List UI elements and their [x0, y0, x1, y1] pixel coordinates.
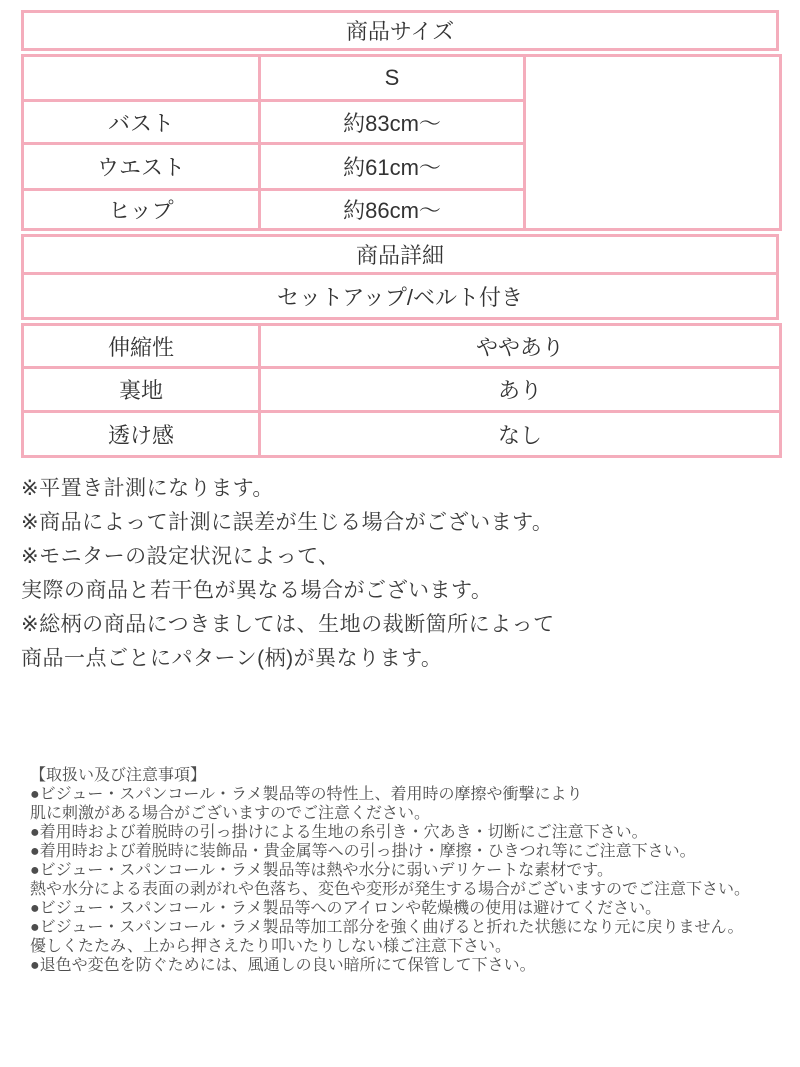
size-table-title: 商品サイズ: [23, 12, 778, 50]
care-line: ●着用時および着脱時に装飾品・貴金属等への引っ掛け・摩擦・ひきつれ等にご注意下さい。: [30, 843, 696, 860]
stretch-label: 伸縮性: [23, 325, 260, 368]
note-line: 商品一点ごとにパターン(柄)が異なります。: [21, 647, 443, 670]
stretch-value: ややあり: [260, 325, 781, 368]
sheerness-label: 透け感: [23, 412, 260, 457]
care-heading: 【取扱い及び注意事項】: [30, 767, 207, 784]
note-line: 実際の商品と若干色が異なる場合がございます。: [21, 579, 493, 602]
care-line: 肌に刺激がある場合がございますのでご注意ください。: [30, 805, 431, 822]
sheerness-value: なし: [260, 412, 781, 457]
detail-title-table: [21, 234, 779, 320]
disclaimer-notes: [21, 472, 779, 676]
size-spec-table: [21, 54, 782, 231]
bust-label: バスト: [23, 101, 260, 144]
care-line: ●ビジュー・スパンコール・ラメ製品等加工部分を強く曲げると折れた状態になり元に戻りません。: [30, 919, 744, 936]
care-line: ●退色や変色を防ぐためには、風通しの良い暗所にて保管して下さい。: [30, 957, 536, 974]
lining-label: 裏地: [23, 368, 260, 412]
care-line: ●ビジュー・スパンコール・ラメ製品等へのアイロンや乾燥機の使用は避けてください。: [30, 900, 662, 917]
size-corner-empty-cell: [23, 56, 260, 101]
care-line: ●着用時および着脱時の引っ掛けによる生地の糸引き・穴あき・切断にご注意下さい。: [30, 824, 648, 841]
note-line: ※総柄の商品につきましては、生地の裁断箇所によって: [21, 613, 555, 636]
lining-value: あり: [260, 368, 781, 412]
note-line: ※商品によって計測に誤差が生じる場合がございます。: [21, 511, 554, 534]
care-line: 熱や水分による表面の剥がれや色落ち、変色や変形が発生する場合がございますのでご注意下さい。: [30, 881, 751, 898]
note-line: ※モニターの設定状況によって、: [21, 545, 340, 568]
detail-subtitle: セットアップ/ベルト付き: [23, 274, 778, 319]
waist-value: 約61cm～: [260, 144, 525, 190]
care-line: ●ビジュー・スパンコール・ラメ製品等は熱や水分に弱いデリケートな素材です。: [30, 862, 613, 879]
detail-table-title: 商品詳細: [23, 236, 778, 274]
size-right-empty-cell: [525, 56, 781, 230]
hip-value: 約86cm～: [260, 190, 525, 230]
care-line: ●ビジュー・スパンコール・ラメ製品等の特性上、着用時の摩擦や衝撃により: [30, 786, 583, 803]
waist-label: ウエスト: [23, 144, 260, 190]
note-line: ※平置き計測になります。: [21, 477, 274, 500]
care-line: 優しくたたみ、上から押さえたり叩いたりしない様ご注意下さい。: [30, 938, 511, 955]
bust-value: 約83cm～: [260, 101, 525, 144]
care-instructions: [21, 766, 779, 975]
size-column-header: S: [260, 56, 525, 101]
hip-label: ヒップ: [23, 190, 260, 230]
detail-spec-table: [21, 323, 782, 458]
size-title-table: [21, 10, 779, 51]
